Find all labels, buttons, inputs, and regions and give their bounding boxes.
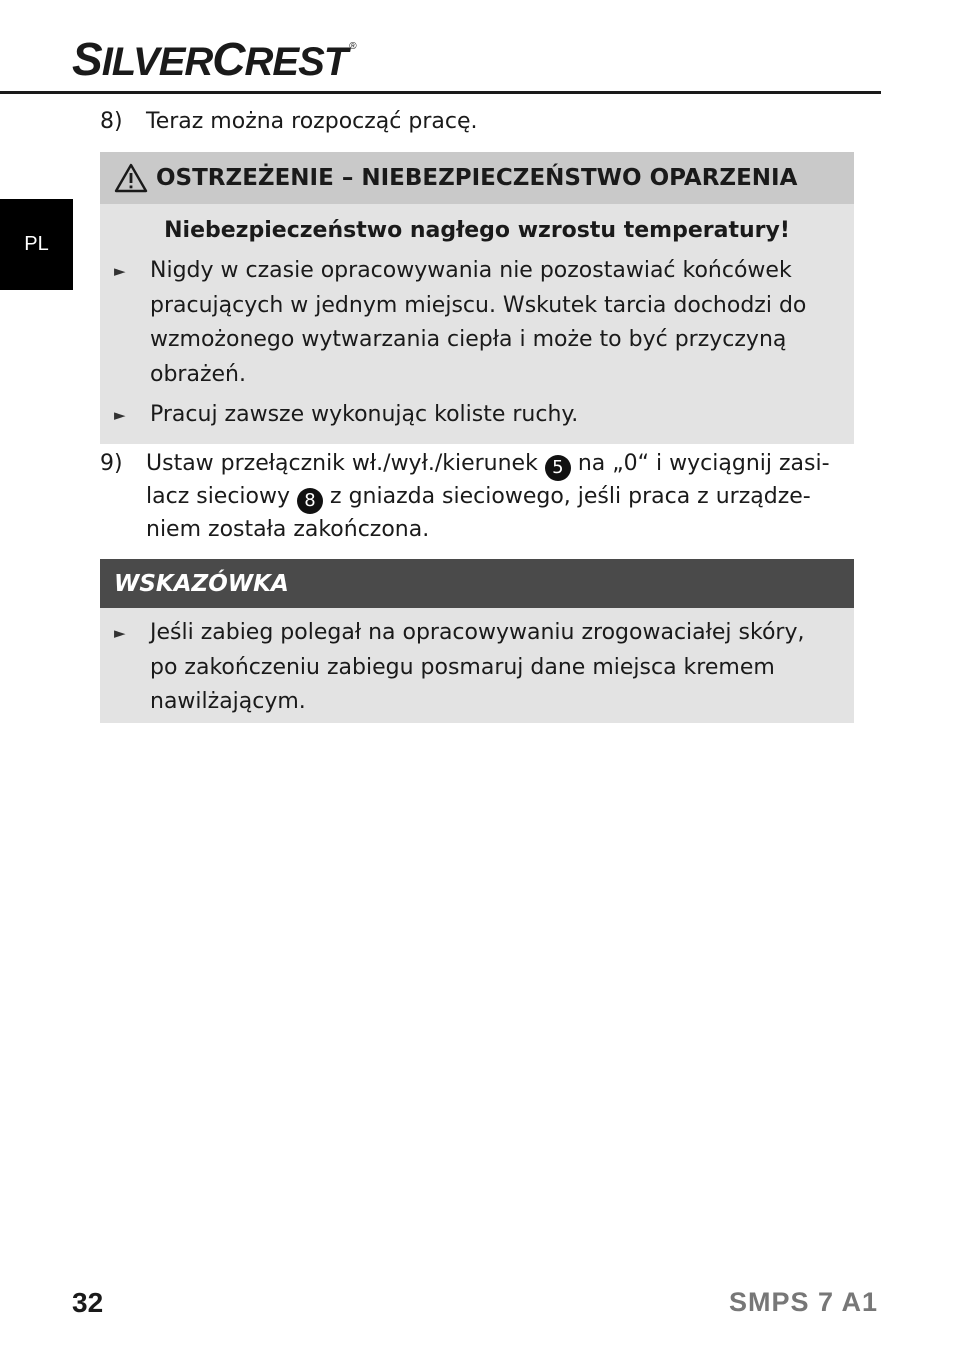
bullet-arrow-icon: ► bbox=[114, 624, 126, 642]
language-tab: PL bbox=[0, 199, 73, 290]
part-number-badge: 8 bbox=[297, 488, 323, 514]
header-rule bbox=[0, 91, 881, 94]
bullet-arrow-icon: ► bbox=[114, 406, 126, 424]
step-8: 8) Teraz można rozpocząć pracę. bbox=[100, 109, 478, 134]
part-number-badge: 5 bbox=[545, 455, 571, 481]
warning-triangle-icon bbox=[114, 163, 148, 193]
page-number: 32 bbox=[72, 1287, 104, 1318]
note-box bbox=[100, 559, 854, 723]
model-name: SMPS 7 A1 bbox=[728, 1287, 878, 1317]
list-item: ► Nigdy w czasie opracowywania nie pozostawiać końcówek pracujących w jednym miejscu. Wskutek tarcia dochodzi do wzmożonego wytwarzania ciepła i może to być przyczyną obrażeń. bbox=[100, 254, 854, 392]
brand-logo: SILVERCREST ® bbox=[72, 33, 356, 85]
warning-box bbox=[100, 152, 854, 444]
list-item: ► Pracuj zawsze wykonując koliste ruchy. bbox=[100, 398, 854, 433]
step-9: 9) Ustaw przełącznik wł./wył./kierunek 5 na „0“ i wyciągnij zasi-lacz sieciowy 8 z gniazda sieciowego, jeśli praca z urządze-niem została zakończona. bbox=[100, 451, 830, 542]
warning-title: OSTRZEŻENIE – NIEBEZPIECZEŃSTWO OPARZENIA bbox=[156, 165, 798, 191]
note-header bbox=[100, 559, 854, 608]
warning-subtitle: Niebezpieczeństwo nagłego wzrostu temperatury! bbox=[164, 218, 790, 243]
note-title: WSKAZÓWKA bbox=[114, 570, 289, 597]
list-item: ► Jeśli zabieg polegał na opracowywaniu zrogowaciałej skóry, po zakończeniu zabiegu posmaruj dane miejsca kremem nawilżającym. bbox=[100, 616, 854, 720]
bullet-arrow-icon: ► bbox=[114, 262, 126, 280]
warning-header bbox=[100, 152, 854, 204]
